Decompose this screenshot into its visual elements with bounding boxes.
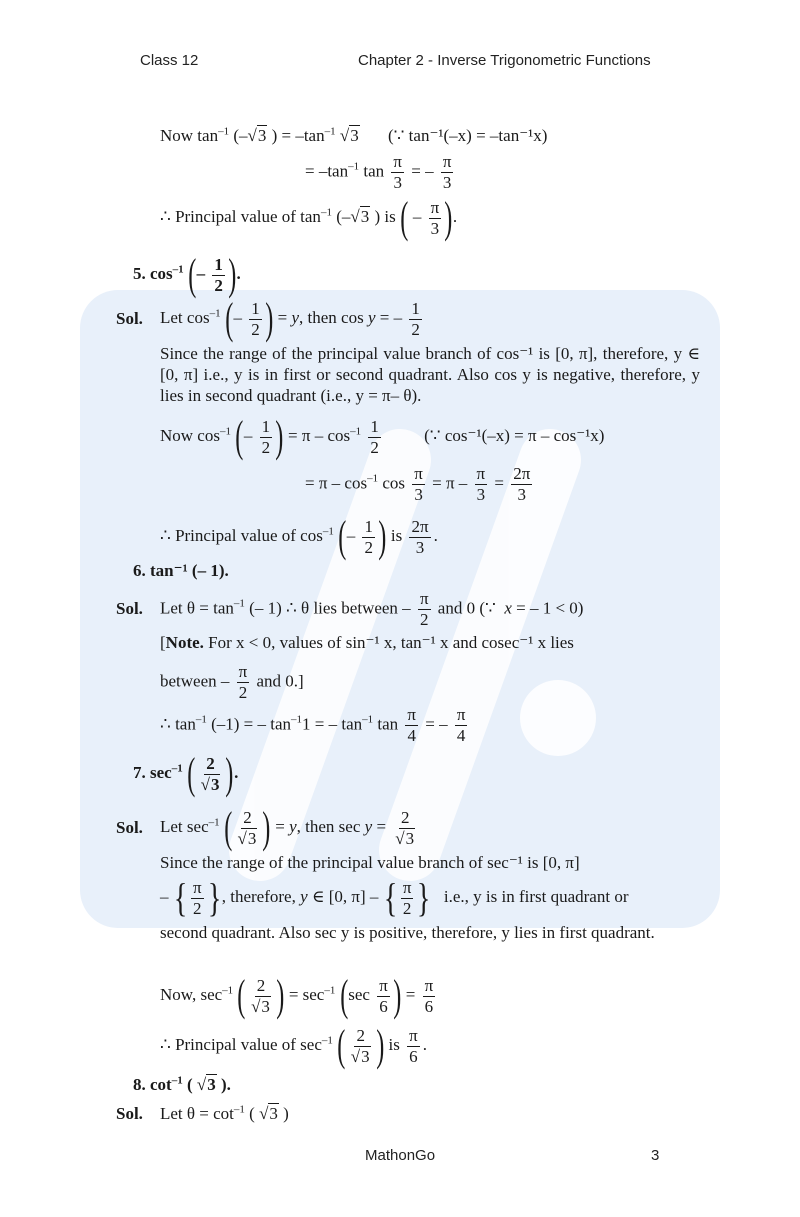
question-7: 7. $\sec^{-1}$ ( $\frac{2}{√3}$ ). — [133, 749, 239, 798]
prev-reason: (∵ tan⁻¹(–x) = –tan⁻¹x) — [387, 126, 548, 145]
prev-therefore-text: ∴ Principal value of tan — [160, 206, 321, 226]
s7-para-b: i.e., y is in first quadrant or — [443, 886, 629, 906]
s6-and0: and 0.] — [256, 671, 304, 691]
s6-between-text: between – — [160, 671, 230, 691]
s8-let: Let $\theta = \cot^{-1}$ ( √3 ) — [160, 1103, 289, 1123]
q5-text: cos — [150, 263, 173, 283]
q6-label: 6. — [133, 561, 146, 580]
footer-page-number: 3 — [651, 1147, 660, 1164]
q7-text: sec — [150, 762, 172, 782]
header-class: Class 12 — [140, 52, 199, 69]
s5-para: Since the range of the principal value branch of cos⁻¹ is [0, π], therefore, y ∈ [0, π] i.e., y is in first or second quadrant. Also cos y is negative, therefore, y lies in second quadrant (i.e., y = π– θ). — [160, 344, 700, 405]
question-6 — [133, 560, 229, 582]
sol-8-label: Sol. — [116, 1104, 143, 1123]
s7-para-a: Since the range of the principal value branch of sec⁻¹ is [0, π] — [160, 853, 580, 872]
s7-let: Let $\sec^{-1}$ ( $\frac{2}{√3}$ ) = y, then sec y = $\frac{2}{√3}$ — [160, 803, 415, 852]
s7-line2: – { $\frac{\pi}{2}$ }, therefore, y ∈ [0, π] – { $\frac{\pi}{2}$ } i.e., y is in first quadrant or — [160, 875, 629, 920]
s6-note: [Note. For x < 0, values of sin⁻¹ x, tan⁻¹ x and cosec⁻¹ x lies — [160, 633, 574, 652]
s7-now: Now, $\sec^{-1}$ ( $\frac{2}{√3}$ ) = $\sec^{-1} (\sec$ $\frac{\pi}{6}$ ) = $\frac{\pi}{6}$ — [160, 971, 434, 1020]
s6-let: Let $\theta = \tan^{-1}$ (– 1) ∴ θ lies between – $\frac{\pi}{2}$ and 0 (∵ x = – 1 < 0) — [160, 589, 584, 629]
prev-now-text: Now tan — [160, 126, 219, 145]
q8-text: cot — [150, 1075, 172, 1094]
prev-principal: ∴ Principal value of $\tan^{-1} (-√3$ ) is ( – $\frac{\pi}{3}$ ). — [160, 193, 458, 242]
s6-note-bold: Note. — [165, 633, 204, 652]
s6-result: ∴ $\tan^{-1} (-1)$ = – $\tan^{-1}1$ = – $\tan^{-1} \tan$ $\frac{\pi}{4}$ = – $\frac{\pi}{4}$ — [160, 705, 466, 745]
sol-7-label: Sol. — [116, 818, 143, 837]
s7-para-c: second quadrant. Also sec y is positive, therefore, y lies in first quadrant. — [160, 923, 655, 942]
s5-let: Let $\cos^{-1}$ (– $\frac{1}{2}$ ) = y, then cos y = – $\frac{1}{2}$ — [160, 294, 420, 343]
footer-brand: MathonGo — [365, 1147, 436, 1164]
header-chapter: Chapter 2 - Inverse Trigonometric Functions — [358, 52, 651, 69]
prev-now-line: Now $\tan^{-1} (-√3$ ) = $-\tan^{-1}$ √3 (∵ tan⁻¹(–x) = –tan⁻¹x) — [160, 125, 548, 145]
s6-between: between – $\frac{\pi}{2}$ and 0.] — [160, 662, 304, 702]
s7-principal: ∴ Principal value of $\sec^{-1}$ ( $\frac{2}{√3}$ ) is $\frac{\pi}{6}$ . — [160, 1021, 427, 1070]
s5-step2: = π – $\cos^{-1} \cos$ $\frac{\pi}{3}$ = π – $\frac{\pi}{3}$ = $\frac{2\pi}{3}$ — [305, 464, 531, 504]
prev-step2: = $-\tan^{-1}$ tan $\frac{\pi}{3}$ = – $\frac{\pi}{3}$ — [305, 152, 452, 192]
s5-reason: (∵ cos⁻¹(–x) = π – cos⁻¹x) — [424, 425, 605, 445]
sol-5-label: Sol. — [116, 309, 143, 328]
question-5: 5. $\cos^{-1}$ (– $\frac{1}{2}$ ). — [133, 250, 241, 299]
question-8: 8. $\cot^{-1}$ ( √3 ). — [133, 1074, 231, 1094]
s8-let-text: Let θ = cot — [160, 1104, 234, 1123]
sol-6-label: Sol. — [116, 599, 143, 618]
s6-note-text: For x < 0, values of sin⁻¹ x, tan⁻¹ x and cosec⁻¹ x lies — [208, 633, 574, 652]
s5-now: Now $\cos^{-1}$ (– $\frac{1}{2}$ ) = π – $\cos^{-1}$ $\frac{1}{2}$ (∵ cos⁻¹(–x) = π – cos⁻¹x) — [160, 412, 605, 461]
q5-label: 5. — [133, 263, 146, 283]
s5-principal: ∴ Principal value of $\cos^{-1}$ (– $\frac{1}{2}$ ) is $\frac{2\pi}{3}$ . — [160, 512, 438, 561]
q8-label: 8. — [133, 1075, 146, 1094]
q6-text: tan⁻¹ (– 1). — [150, 561, 229, 580]
q7-label: 7. — [133, 762, 146, 782]
